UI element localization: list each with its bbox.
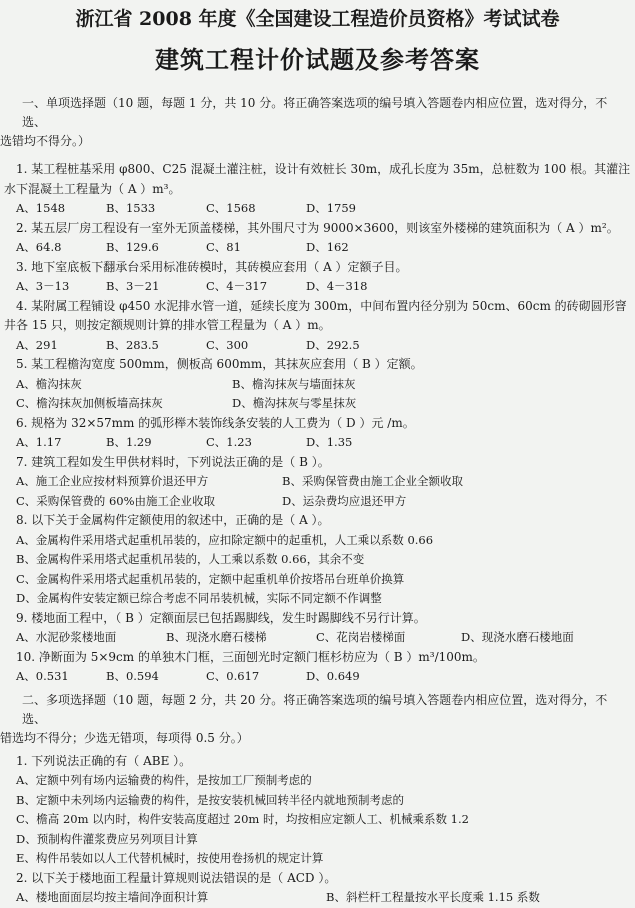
option-c: C、1.23 <box>206 435 252 449</box>
option-c: C、4－317 <box>206 279 268 293</box>
option-b: B、现浇水磨石楼梯 <box>166 630 267 644</box>
option-b: B、3－21 <box>106 279 160 293</box>
question-1 <box>0 160 635 219</box>
option-c: C、1568 <box>206 201 256 215</box>
question-stem: 3. 地下室底板下翻承台采用标准砖模时，其砖模应套用（ A ）定额子目。 <box>16 259 408 274</box>
option-a: A、0.531 <box>16 669 69 683</box>
option-b: B、斜栏杆工程量按水平长度乘 1.15 系数 <box>326 890 540 904</box>
question-10 <box>0 648 635 687</box>
question-8 <box>0 511 635 609</box>
question-stem: 5. 某工程檐沟宽度 500mm，侧板高 600mm，其抹灰应套用（ B ）定额。 <box>16 357 423 371</box>
question-stem: 10. 净断面为 5×9cm 的单独木门框，三面刨光时定额门框杉枋应为（ B ）m³/100m。 <box>16 649 485 664</box>
question-9 <box>0 609 635 648</box>
question-2 <box>0 219 635 258</box>
option-row <box>16 375 631 395</box>
question-stem: 7. 建筑工程如发生甲供材料时，下列说法正确的是（ B ）。 <box>16 454 330 469</box>
option-d: D、1.35 <box>306 435 353 449</box>
question-stem: 8. 以下关于金属构件定额使用的叙述中，正确的是（ A ）。 <box>16 513 330 527</box>
option-d: D、运杂费均应退还甲方 <box>282 493 407 508</box>
option-a: A、金属构件采用塔式起重机吊装的，应扣除定额中的起重机，人工乘以系数 0.66 <box>16 532 434 547</box>
option-d: D、292.5 <box>306 337 360 352</box>
option-row <box>16 472 631 492</box>
option-d: D、檐沟抹灰与零星抹灰 <box>232 396 357 410</box>
question-6 <box>0 414 635 453</box>
exam-subtitle: 建筑工程计价试题及参考答案 <box>155 45 480 74</box>
option-c: C、花岗岩楼梯面 <box>316 630 406 644</box>
option-b: B、采购保管费由施工企业全额收取 <box>282 474 463 488</box>
option-row <box>16 492 631 512</box>
option-c: C、81 <box>206 240 241 254</box>
question-stem: 1. 下列说法正确的有（ ABE ）。 <box>16 753 192 768</box>
option-a: A、定额中列有场内运输费的构件，是按加工厂预制考虑的 <box>16 773 312 787</box>
question-stem: 6. 规格为 32×57mm 的弧形榉木装饰线条安装的人工费为（ D ）元 /m。 <box>16 415 415 430</box>
option-d: D、现浇水磨石楼地面 <box>461 630 574 644</box>
question-5 <box>0 355 635 414</box>
option-a: A、施工企业应按材料预算价退还甲方 <box>16 474 209 488</box>
multi-question-2 <box>0 869 635 908</box>
question-stem: 1. 某工程桩基采用 φ800、C25 混凝土灌注桩，设计有效桩长 30m，成孔长度为 35m，总桩数为 100 根。其灌注 <box>16 162 631 176</box>
question-stem: 水下混凝土工程量为（ A ）m³。 <box>4 181 181 196</box>
option-row <box>16 628 631 648</box>
option-c: C、采购保管费的 60%由施工企业收取 <box>16 493 216 508</box>
option-a: A、1548 <box>16 201 66 215</box>
option-b: B、0.594 <box>106 669 159 683</box>
option-row <box>16 277 631 297</box>
option-b: B、129.6 <box>106 240 159 254</box>
question-7 <box>0 453 635 512</box>
option-c: C、金属构件采用塔式起重机吊装的，定额中起重机单价按塔吊台班单价换算 <box>16 571 405 586</box>
question-stem: 4. 某附属工程铺设 φ450 水泥排水管一道，延续长度为 300m，中间布置内径分别为 50cm、60cm 的砖砌圆形窨 <box>16 298 627 313</box>
option-a: A、檐沟抹灰 <box>16 376 82 391</box>
option-d: D、金属构件安装定额已综合考虑不同吊装机械，实际不同定额不作调整 <box>16 591 382 605</box>
option-a: A、楼地面面层均按主墙间净面积计算 <box>16 890 209 904</box>
multi-question-1 <box>0 752 635 869</box>
option-a: A、64.8 <box>16 240 62 254</box>
exam-header-title: 浙江省 2008 年度《全国建设工程造价员资格》考试试卷 <box>75 8 560 30</box>
question-stem: 井各 15 只，则按定额规则计算的排水管工程量为（ A ）m。 <box>4 318 331 332</box>
option-row <box>16 199 631 219</box>
option-b: B、1533 <box>106 201 156 215</box>
option-c: C、300 <box>206 337 249 352</box>
option-row <box>16 394 631 414</box>
option-e: E、构件吊装如以人工代替机械时，按使用卷扬机的规定计算 <box>16 851 324 865</box>
question-stem: 2. 某五层厂房工程设有一室外无顶盖楼梯，其外围尺寸为 9000×3600，则该室外楼梯的建筑面积为（ A ）m²。 <box>16 220 619 235</box>
option-row <box>16 667 631 687</box>
option-row <box>16 888 631 908</box>
question-4 <box>0 297 635 356</box>
question-3 <box>0 258 635 297</box>
option-b: B、金属构件采用塔式起重机吊装的，人工乘以系数 0.66，其余不变 <box>16 552 365 566</box>
option-b: B、定额中未列场内运输费的构件，是按安装机械回转半径内就地预制考虑的 <box>16 792 404 807</box>
section-multi-choice-instructions: 二、多项选择题（10 题，每题 2 分，共 20 分。将正确答案选项的编号填入答题卷内相应位置，选对得分，不选、 错选均不得分；少选无错项，每项得 0.5 分。） <box>0 692 608 745</box>
option-d: D、预制构件灌浆费应另列项目计算 <box>16 831 198 846</box>
option-c: C、檐高 20m 以内时，构件安装高度超过 20m 时，均按相应定额人工、机械乘系数 1.2 <box>16 812 469 826</box>
option-a: A、3－13 <box>16 279 70 293</box>
option-a: A、水泥砂浆楼地面 <box>16 630 117 644</box>
exam-content <box>0 94 635 908</box>
option-b: B、檐沟抹灰与墙面抹灰 <box>232 376 356 391</box>
option-a: A、291 <box>16 337 58 352</box>
option-c: C、檐沟抹灰加侧板墙高抹灰 <box>16 396 163 410</box>
option-row <box>16 433 631 453</box>
question-stem: 2. 以下关于楼地面工程量计算规则说法错误的是（ ACD ）。 <box>16 870 337 885</box>
option-d: D、0.649 <box>306 669 360 683</box>
option-row <box>16 238 631 258</box>
option-row <box>16 336 631 356</box>
option-d: D、162 <box>306 240 349 254</box>
option-c: C、0.617 <box>206 669 260 683</box>
option-b: B、1.29 <box>106 435 152 449</box>
option-b: B、283.5 <box>106 337 159 352</box>
question-stem: 9. 楼地面工程中，（ B ）定额面层已包括踢脚线，发生时踢脚线不另行计算。 <box>16 610 426 625</box>
option-a: A、1.17 <box>16 435 62 449</box>
option-d: D、1759 <box>306 201 356 215</box>
option-d: D、4－318 <box>306 279 368 293</box>
section-single-choice-instructions: 一、单项选择题（10 题，每题 1 分，共 10 分。将正确答案选项的编号填入答题卷内相应位置，选对得分，不选、 选错均不得分。） <box>0 96 608 148</box>
